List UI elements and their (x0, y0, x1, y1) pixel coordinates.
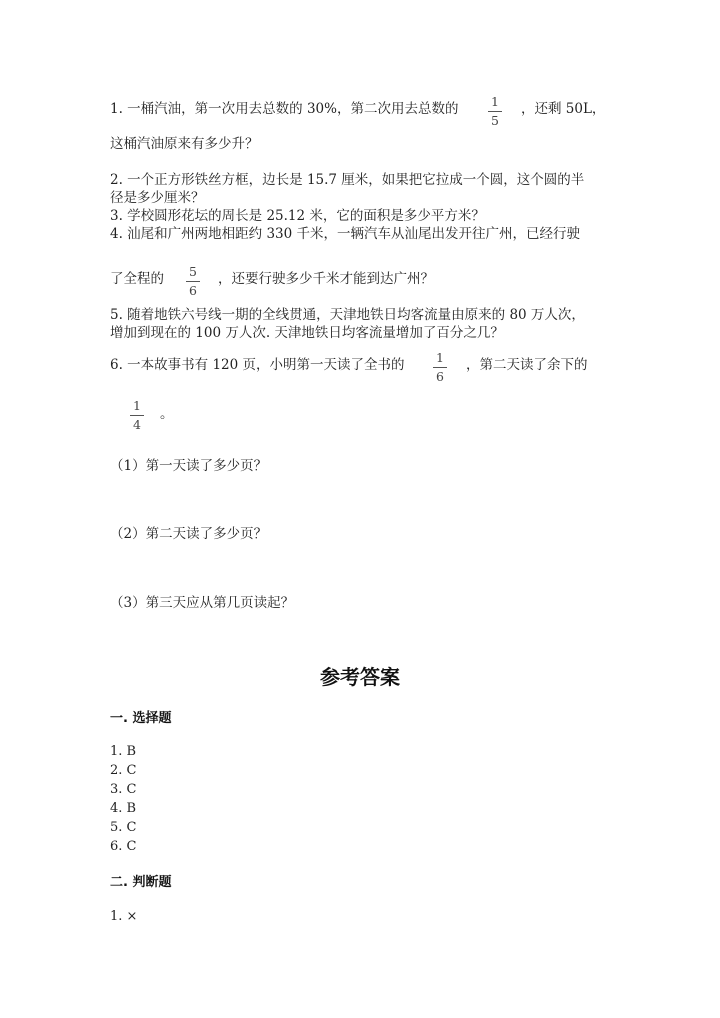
q5-line2: 增加到现在的 100 万人次. 天津地铁日均客流量增加了百分之几？ (110, 325, 504, 341)
q4-fraction-denominator: 6 (189, 283, 197, 298)
q1-text-before-fraction: 1. 一桶汽油，第一次用去总数的 30%，第二次用去总数的 (110, 101, 459, 117)
q1-line2: 这桶汽油原来有多少升？ (110, 136, 259, 152)
choice-answer-5: 5. C (110, 820, 137, 835)
q4-fraction-bar (186, 281, 200, 282)
q6-subquestion-3: （3）第三天应从第几页读起？ (110, 595, 295, 611)
q1-fraction-numerator: 1 (491, 94, 499, 109)
q6-text-before-fraction: 6. 一本故事书有 120 页，小明第一天读了全书的 (110, 357, 405, 373)
q3-line1: 3. 学校圆形花坛的周长是 25.12 米，它的面积是多少平方米？ (110, 208, 485, 224)
q2-line1: 2. 一个正方形铁丝方框，边长是 15.7 厘米，如果把它拉成一个圆，这个圆的半 (110, 172, 585, 188)
choice-answer-3: 3. C (110, 782, 137, 797)
q6-text-after-fraction: ，第二天读了余下的 (466, 357, 588, 373)
section-heading-judge: 二. 判断题 (110, 875, 172, 890)
q6-fraction-1-denominator: 6 (436, 369, 444, 384)
q6-subquestion-2: （2）第二天读了多少页？ (110, 526, 268, 542)
answer-key-title: 参考答案 (320, 665, 400, 689)
q2-line2: 径是多少厘米？ (110, 190, 205, 206)
q4-text-before-fraction: 了全程的 (110, 271, 164, 287)
judge-answer-1: 1. × (110, 909, 138, 924)
q6-end-punctuation: 。 (160, 406, 174, 422)
q1-text-after-fraction: ，还剩 50L， (521, 101, 606, 117)
q6-fraction-1-bar (433, 367, 447, 368)
choice-answer-6: 6. C (110, 839, 137, 854)
choice-answer-1: 1. B (110, 744, 137, 759)
q4-line1: 4. 汕尾和广州两地相距约 330 千米，一辆汽车从汕尾出发开往广州，已经行驶 (110, 226, 581, 242)
q6-fraction-2-numerator: 1 (133, 398, 141, 413)
q4-fraction (186, 265, 200, 298)
section-heading-choice: 一. 选择题 (110, 711, 172, 726)
q4-text-after-fraction: ，还要行驶多少千米才能到达广州？ (218, 271, 434, 287)
choice-answer-2: 2. C (110, 763, 137, 778)
q6-fraction-1 (433, 351, 447, 384)
q6-fraction-1-numerator: 1 (436, 350, 444, 365)
q6-fraction-2-denominator: 4 (133, 417, 141, 432)
q6-subquestion-1: （1）第一天读了多少页？ (110, 458, 268, 474)
q5-line1: 5. 随着地铁六号线一期的全线贯通，天津地铁日均客流量由原来的 80 万人次， (110, 307, 585, 323)
q6-fraction-2 (130, 399, 144, 432)
choice-answer-4: 4. B (110, 801, 137, 816)
q1-fraction-bar (488, 111, 502, 112)
q6-fraction-2-bar (130, 415, 144, 416)
q4-fraction-numerator: 5 (189, 264, 197, 279)
q1-fraction (488, 95, 502, 128)
q1-fraction-denominator: 5 (491, 113, 499, 128)
